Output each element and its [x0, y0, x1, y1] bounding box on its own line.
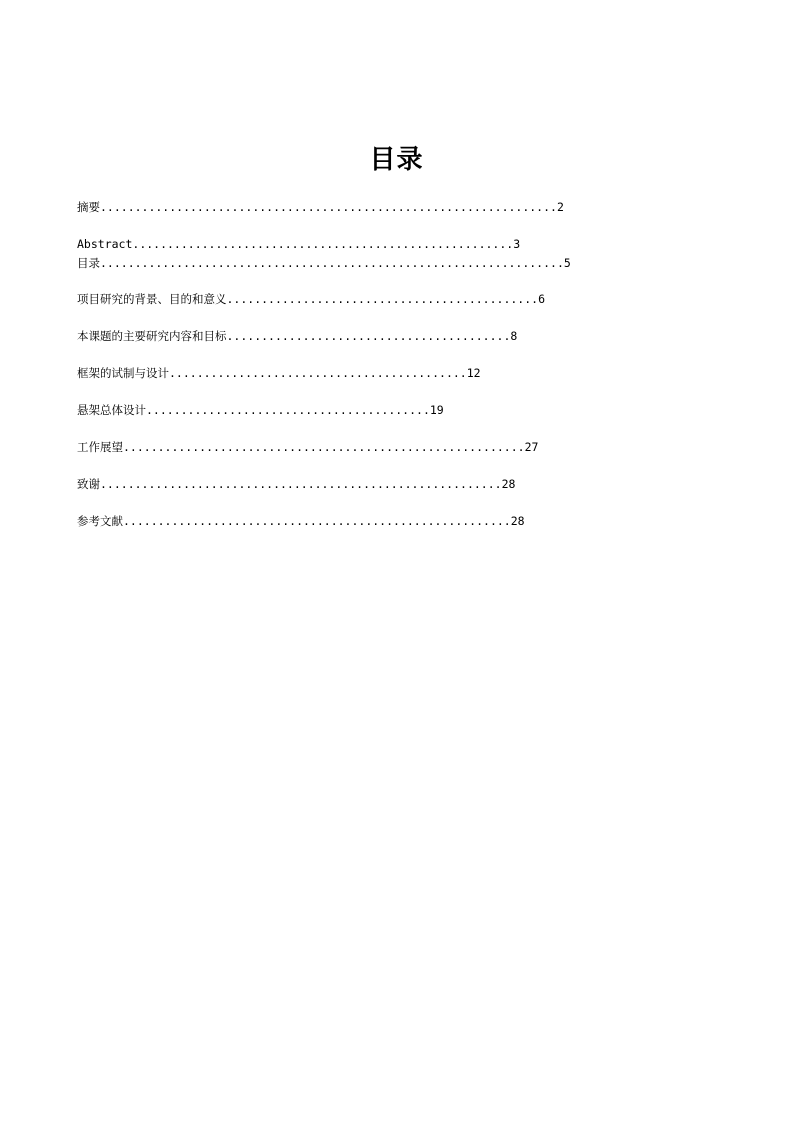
toc-entry-page: 2: [556, 200, 564, 214]
toc-entry-page: 5: [563, 256, 571, 270]
toc-entry-leader: .......................................................: [132, 237, 514, 251]
toc-entry-research-content[interactable]: [77, 328, 517, 344]
toc-entry-page: 6: [538, 292, 545, 306]
toc-entry-acknowledgements[interactable]: [77, 476, 515, 492]
toc-entry-label: 框架的试制与设计: [77, 366, 169, 380]
toc-entry-leader: ..................................................................: [100, 200, 557, 214]
toc-entry-contents[interactable]: [77, 255, 571, 271]
toc-title: 目录: [369, 145, 424, 175]
toc-entry-leader: ...........................................: [169, 366, 467, 380]
toc-entry-label: 致谢: [77, 477, 100, 491]
toc-entry-label: Abstract: [77, 237, 133, 251]
toc-entry-page: 8: [510, 329, 518, 343]
toc-entry-page: 28: [501, 477, 516, 491]
toc-entry-outlook[interactable]: [77, 439, 538, 455]
toc-entry-label: 项目研究的背景、目的和意义: [77, 292, 227, 306]
toc-entry-label: 摘要: [77, 200, 100, 214]
toc-entry-abstract-cn[interactable]: [77, 199, 564, 215]
toc-entry-page: 27: [524, 440, 539, 454]
toc-entry-label: 目录: [77, 256, 100, 270]
toc-entry-leader: ........................................................: [123, 514, 511, 528]
toc-entry-page: 3: [513, 237, 521, 251]
toc-entry-leader: ..........................................................: [123, 440, 525, 454]
toc-entry-label: 本课题的主要研究内容和目标: [77, 329, 227, 343]
toc-entry-page: 28: [510, 514, 525, 528]
toc-entry-leader: ...................................................................: [100, 256, 564, 270]
toc-entry-leader: ..........................................................: [100, 477, 502, 491]
toc-entry-leader: .........................................: [146, 403, 430, 417]
toc-entry-page: 19: [429, 403, 444, 417]
toc-entry-background[interactable]: [77, 291, 545, 307]
toc-entry-label: 工作展望: [77, 440, 123, 454]
toc-entry-frame-design[interactable]: [77, 365, 481, 381]
toc-entry-leader: .............................................: [226, 292, 539, 306]
toc-entry-suspension-design[interactable]: [77, 402, 444, 418]
toc-entry-page: 12: [466, 366, 481, 380]
toc-entry-label: 悬架总体设计: [77, 403, 146, 417]
toc-entry-label: 参考文献: [77, 514, 123, 528]
toc-entry-abstract-en[interactable]: [77, 236, 520, 252]
toc-entry-references[interactable]: [77, 513, 525, 529]
toc-entry-leader: .........................................: [226, 329, 511, 343]
